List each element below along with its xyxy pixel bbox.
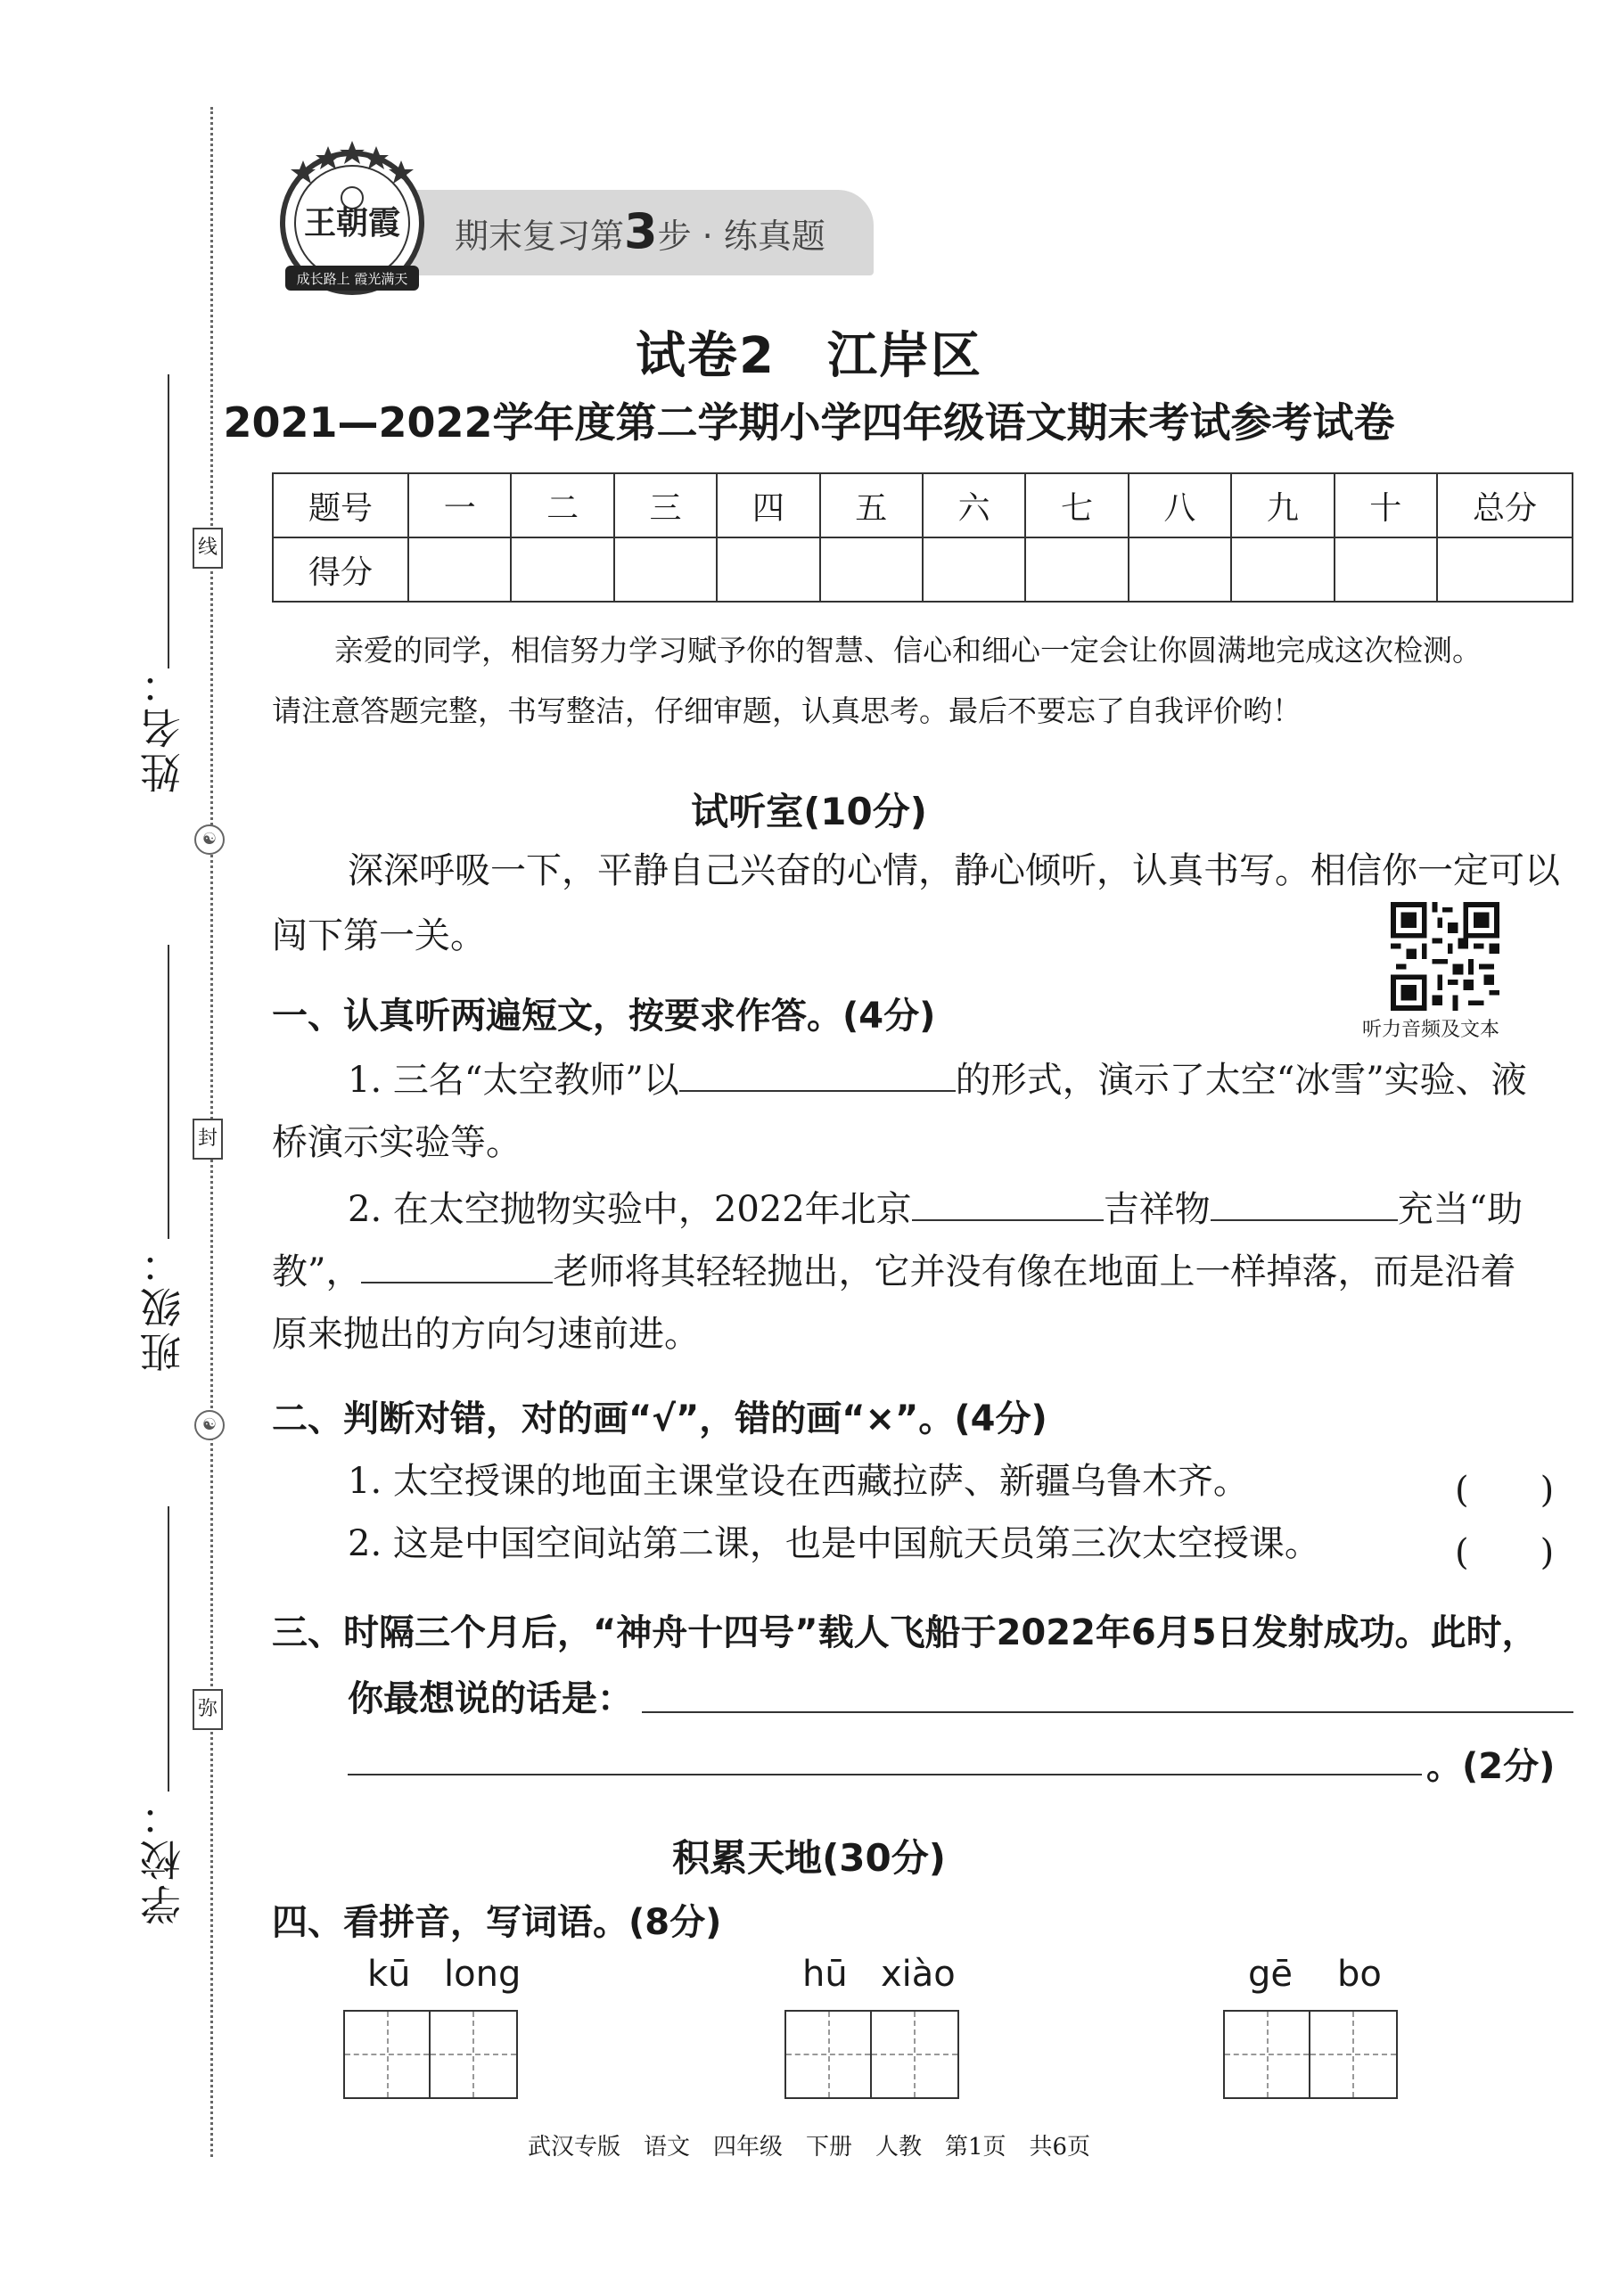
q1-item-1-line-1 <box>348 1052 1527 1109</box>
intro-line-2: 请注意答题完整，书写整洁，仔细审题，认真思考。最后不要忘了自我评价哟！ <box>272 693 1302 728</box>
q1-blank-4[interactable] <box>361 1246 553 1283</box>
pinyin-2a: hū <box>802 1954 848 1995</box>
exam-title: 试卷2 江岸区 <box>636 327 982 385</box>
q2-answer-paren-1[interactable]: ( ) <box>1455 1470 1555 1511</box>
table-cell: 八 <box>1129 473 1231 537</box>
table-cell: 二 <box>511 473 613 537</box>
score-cell[interactable] <box>614 537 717 602</box>
q1-blank-1[interactable] <box>679 1054 956 1092</box>
char-cell[interactable] <box>1225 2012 1310 2097</box>
seal-mi-char: 弥 <box>193 1689 223 1730</box>
q1-item1-a: 1. 三名“太空教师”以 <box>348 1060 679 1101</box>
char-cell[interactable] <box>786 2012 872 2097</box>
table-cell: 五 <box>820 473 923 537</box>
pinyin-2b: xiào <box>881 1954 956 1995</box>
banner-suffix: 步 · 练真题 <box>657 217 825 256</box>
score-cell[interactable] <box>717 537 819 602</box>
table-cell: 四 <box>717 473 819 537</box>
section-accumulation-title: 积累天地(30分) <box>672 1836 946 1880</box>
q1-item2-b: 吉祥物 <box>1103 1189 1211 1230</box>
char-cell[interactable] <box>431 2012 516 2097</box>
logo-text: 王朝霞 <box>303 204 401 242</box>
score-cell[interactable] <box>511 537 613 602</box>
seal-feng-char: 封 <box>193 1119 223 1160</box>
class-label: 班级： <box>139 1239 187 1373</box>
banner-text <box>455 203 825 259</box>
page-footer: 武汉专版 语文 四年级 下册 人教 第1页 共6页 <box>527 2134 1091 2161</box>
q3-line-1: 三、时隔三个月后，“神舟十四号”载人飞船于2022年6月5日发射成功。此时， <box>272 1612 1538 1653</box>
q3-answer-line-2[interactable] <box>348 1774 1422 1775</box>
score-cell[interactable] <box>1129 537 1231 602</box>
q1-title: 一、认真听两遍短文，按要求作答。(4分) <box>272 996 936 1037</box>
table-cell: 六 <box>923 473 1025 537</box>
char-cell[interactable] <box>1310 2012 1396 2097</box>
listening-intro-1: 深深呼吸一下，平静自己兴奋的心情，静心倾听，认真书写。相信你一定可以 <box>348 850 1560 891</box>
seal-icon-1: ☯ <box>194 824 225 855</box>
score-table <box>272 472 1573 603</box>
q1-item2-f: 原来抛出的方向匀速前进。 <box>272 1314 700 1355</box>
intro-line-1: 亲爱的同学，相信努力学习赋予你的智慧、信心和细心一定会让你圆满地完成这次检测。 <box>334 633 1482 668</box>
seal-icon-2: ☯ <box>194 1410 225 1440</box>
q3-end: 。(2分) <box>1426 1746 1556 1787</box>
score-cell[interactable] <box>1335 537 1437 602</box>
score-cell[interactable] <box>1437 537 1573 602</box>
q1-blank-2[interactable] <box>912 1184 1104 1221</box>
q1-item1-c: 桥演示实验等。 <box>272 1122 522 1163</box>
q1-item-2-line-1 <box>348 1181 1523 1238</box>
table-cell: 一 <box>408 473 511 537</box>
table-cell: 三 <box>614 473 717 537</box>
name-label: 姓名： <box>139 660 187 793</box>
table-cell: 总分 <box>1437 473 1573 537</box>
pinyin-3a: gē <box>1248 1954 1293 1995</box>
score-cell[interactable] <box>923 537 1025 602</box>
score-cell[interactable] <box>1025 537 1128 602</box>
q4-title: 四、看拼音，写词语。(8分) <box>272 1902 722 1943</box>
exam-subtitle: 2021—2022学年度第二学期小学四年级语文期末考试参考试卷 <box>223 398 1395 447</box>
char-grid-2[interactable] <box>784 2010 959 2099</box>
q2-item-1: 1. 太空授课的地面主课堂设在西藏拉萨、新疆乌鲁木齐。 <box>348 1461 1249 1502</box>
q1-item2-c: 充当“助 <box>1397 1189 1524 1230</box>
score-cell[interactable] <box>408 537 511 602</box>
char-cell[interactable] <box>872 2012 957 2097</box>
score-cell[interactable] <box>820 537 923 602</box>
q1-blank-3[interactable] <box>1211 1184 1398 1221</box>
pinyin-1b: long <box>444 1954 522 1995</box>
qr-caption: 听力音频及文本 <box>1362 1019 1500 1041</box>
q2-answer-paren-2[interactable]: ( ) <box>1455 1532 1555 1573</box>
table-cell: 题号 <box>273 473 408 537</box>
listening-intro-2: 闯下第一关。 <box>272 915 486 956</box>
score-table-score-row <box>273 537 1573 602</box>
q3-line-2: 你最想说的话是： <box>348 1678 633 1719</box>
q1-item2-e: 老师将其轻轻抛出，它并没有像在地面上一样掉落，而是沿着 <box>553 1251 1516 1292</box>
brand-logo-icon <box>267 134 437 303</box>
school-line[interactable] <box>168 1506 169 1792</box>
q1-item-2-line-2 <box>272 1243 1515 1300</box>
char-cell[interactable] <box>345 2012 431 2097</box>
q2-title: 二、判断对错，对的画“√”，错的画“×”。(4分) <box>272 1398 1047 1439</box>
seal-line-char: 线 <box>193 528 223 569</box>
section-listening-title: 试听室(10分) <box>691 790 927 833</box>
char-grid-3[interactable] <box>1223 2010 1398 2099</box>
class-line[interactable] <box>168 945 169 1239</box>
q1-item1-b: 的形式，演示了太空“冰雪”实验、液 <box>955 1060 1527 1101</box>
pinyin-1a: kū <box>367 1954 411 1995</box>
logo-slogan: 成长路上 霞光满天 <box>296 271 408 287</box>
table-cell: 九 <box>1231 473 1334 537</box>
q2-item-2: 2. 这是中国空间站第二课，也是中国航天员第三次太空授课。 <box>348 1523 1320 1564</box>
school-label: 学校： <box>139 1792 187 1925</box>
banner-step: 3 <box>624 203 658 259</box>
score-cell[interactable] <box>1231 537 1334 602</box>
score-table-header-row <box>273 473 1573 537</box>
table-cell: 十 <box>1335 473 1437 537</box>
q1-item2-d: 教”， <box>272 1251 362 1292</box>
table-cell: 七 <box>1025 473 1128 537</box>
banner-prefix: 期末复习第 <box>455 217 625 256</box>
q1-item2-a: 2. 在太空抛物实验中，2022年北京 <box>348 1189 912 1230</box>
q3-answer-line-1[interactable] <box>642 1711 1573 1713</box>
char-grid-1[interactable] <box>343 2010 518 2099</box>
table-cell: 得分 <box>273 537 408 602</box>
qr-code-icon[interactable] <box>1391 902 1499 1011</box>
pinyin-3b: bo <box>1337 1954 1382 1995</box>
